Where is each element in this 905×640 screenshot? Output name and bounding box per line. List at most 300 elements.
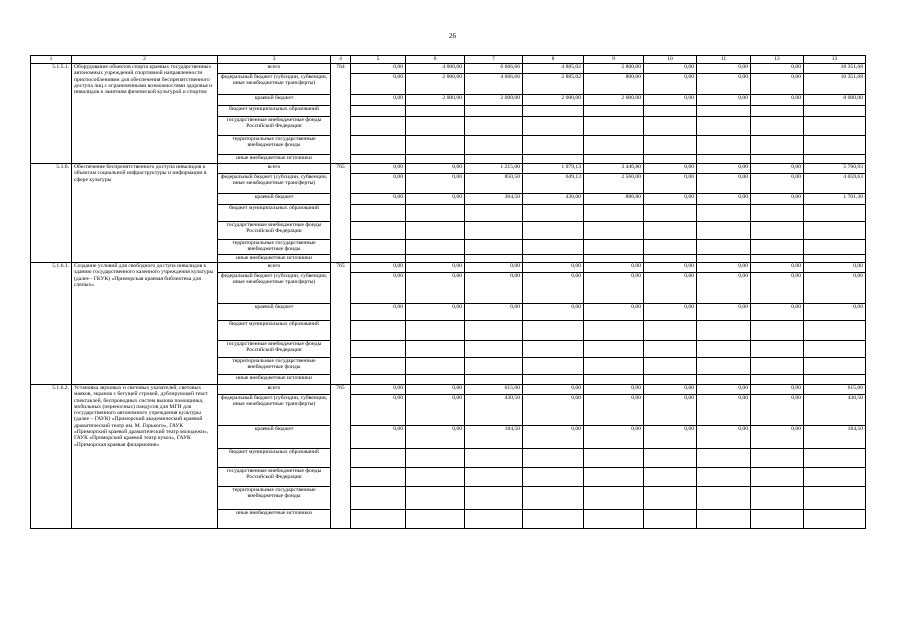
funding-source-label: государственные внебюджетные фонды Российской Федерации — [218, 117, 331, 136]
amount-cell — [644, 375, 697, 385]
item-description: Установка звуковых и световых указателей, световых маяков, экранов с бегущей строкой, дублирующей текст спектаклей, беспроводных систем вызова помощника, мобильных (переносных) пандусов для МГН для государственного автономного учреждения культуры (далее – ГАУК) «Приморский академический краевой драматический театр им. М. Горького», ГАУК «Приморский краевой драматический театр молодежи», ГАУК «Приморский краевой театр кукол», ГАУК «Приморская краевая филармония» — [72, 385, 218, 529]
amount-cell — [697, 468, 751, 487]
amount-cell — [523, 449, 584, 468]
amount-cell: 0,00 — [751, 426, 804, 449]
amount-cell — [644, 358, 697, 375]
amount-cell — [697, 106, 751, 117]
amount-cell: 0,00 — [751, 385, 804, 395]
amount-cell — [351, 117, 406, 136]
amount-cell — [751, 255, 804, 263]
amount-cell: 0,00 — [406, 263, 465, 273]
amount-cell: 2 885,02 — [523, 74, 584, 95]
amount-cell — [465, 375, 523, 385]
amount-cell — [351, 510, 406, 529]
table-row — [31, 164, 866, 174]
amount-cell — [523, 375, 584, 385]
amount-cell — [523, 255, 584, 263]
amount-cell — [804, 341, 866, 358]
amount-cell — [406, 321, 465, 341]
amount-cell — [406, 155, 465, 164]
amount-cell: 4 000,00 — [406, 64, 465, 74]
amount-cell — [751, 510, 804, 529]
amount-cell: 0,00 — [351, 273, 406, 304]
amount-cell: 0,00 — [584, 304, 644, 321]
amount-cell: 2 560,00 — [584, 174, 644, 194]
amount-cell: 0,00 — [751, 273, 804, 304]
amount-cell: 0,00 — [697, 164, 751, 174]
amount-cell: 0,00 — [804, 263, 866, 273]
page-number: 26 — [449, 32, 456, 40]
funding-source-label: территориальные государственные внебюджетные фонды — [218, 487, 331, 510]
amount-cell: 0,00 — [644, 385, 697, 395]
item-description: Создание условий для свободного доступа инвалидов к зданию государственного казенного учреждения культуры (далее - ГКУК) «Приморская краевая библиотека для слепых» — [72, 263, 218, 385]
amount-cell — [644, 321, 697, 341]
amount-cell — [523, 222, 584, 240]
amount-cell: 0,00 — [523, 426, 584, 449]
column-number-cell: 5 — [351, 56, 406, 64]
item-code: 5.1.6.2. — [31, 385, 72, 529]
amount-cell — [351, 375, 406, 385]
amount-cell: 0,00 — [697, 263, 751, 273]
funding-source-label: всего — [218, 385, 331, 395]
amount-cell: 0,00 — [406, 164, 465, 174]
amount-cell — [406, 468, 465, 487]
amount-cell — [644, 155, 697, 164]
amount-cell — [804, 136, 866, 155]
amount-cell: 800,00 — [584, 74, 644, 95]
amount-cell: 2 000,00 — [523, 95, 584, 106]
amount-cell — [351, 155, 406, 164]
amount-cell: 0,00 — [523, 385, 584, 395]
amount-cell: 886,80 — [584, 194, 644, 205]
amount-cell: 0,00 — [523, 304, 584, 321]
amount-cell — [351, 136, 406, 155]
amount-cell — [351, 468, 406, 487]
amount-cell — [465, 222, 523, 240]
column-4-code: 765 — [331, 263, 351, 385]
amount-cell: 0,00 — [751, 263, 804, 273]
amount-cell: 0,00 — [644, 164, 697, 174]
table-row — [31, 385, 866, 395]
funding-source-label: федеральный бюджет (субсидии, субвенции, иные межбюджетные трансферты) — [218, 74, 331, 95]
amount-cell: 0,00 — [351, 174, 406, 194]
amount-cell: 0,00 — [406, 395, 465, 426]
budget-table — [30, 55, 866, 529]
amount-cell: 0,00 — [351, 304, 406, 321]
amount-cell: 0,00 — [697, 385, 751, 395]
amount-cell: 2 000,00 — [406, 74, 465, 95]
amount-cell — [751, 222, 804, 240]
funding-source-label: краевой бюджет — [218, 194, 331, 205]
amount-cell — [523, 106, 584, 117]
amount-cell: 0,00 — [644, 64, 697, 74]
amount-cell: 0,00 — [584, 385, 644, 395]
amount-cell: 0,00 — [523, 395, 584, 426]
amount-cell — [406, 375, 465, 385]
amount-cell — [644, 341, 697, 358]
amount-cell: 2 800,00 — [584, 64, 644, 74]
amount-cell — [751, 155, 804, 164]
amount-cell — [465, 205, 523, 222]
amount-cell — [406, 358, 465, 375]
amount-cell: 0,00 — [406, 304, 465, 321]
amount-cell — [465, 449, 523, 468]
amount-cell: 0,00 — [751, 95, 804, 106]
amount-cell — [751, 106, 804, 117]
amount-cell — [804, 468, 866, 487]
funding-source-label: иные внебюджетные источники — [218, 510, 331, 529]
amount-cell — [584, 358, 644, 375]
amount-cell — [584, 106, 644, 117]
amount-cell: 2 000,00 — [406, 95, 465, 106]
amount-cell: 0,00 — [697, 395, 751, 426]
amount-cell — [804, 222, 866, 240]
amount-cell — [584, 255, 644, 263]
amount-cell: 430,50 — [465, 395, 523, 426]
amount-cell — [584, 117, 644, 136]
amount-cell — [523, 136, 584, 155]
amount-cell: 0,00 — [523, 263, 584, 273]
amount-cell: 0,00 — [697, 174, 751, 194]
amount-cell — [523, 487, 584, 510]
amount-cell: 0,00 — [406, 385, 465, 395]
amount-cell: 4 885,02 — [523, 64, 584, 74]
amount-cell — [697, 510, 751, 529]
funding-source-label: всего — [218, 263, 331, 273]
amount-cell — [751, 468, 804, 487]
table-row — [31, 263, 866, 273]
funding-source-label: бюджет муниципальных образований — [218, 106, 331, 117]
amount-cell — [351, 240, 406, 255]
amount-cell — [523, 321, 584, 341]
amount-cell — [406, 255, 465, 263]
amount-cell — [406, 240, 465, 255]
item-description: Оборудование объектов спорта краевых государственных автономных учреждений спортивной направленности приспособлениями для обеспечения беспрепятственного доступа лиц с ограниченными возможностями здоровья и инвалидов к занятиям физической культурой и спортом — [72, 64, 218, 164]
amount-cell — [697, 155, 751, 164]
funding-source-label: краевой бюджет — [218, 304, 331, 321]
amount-cell: 0,00 — [751, 164, 804, 174]
amount-cell — [751, 321, 804, 341]
amount-cell — [804, 117, 866, 136]
amount-cell — [523, 510, 584, 529]
amount-cell: 0,00 — [523, 273, 584, 304]
item-code: 5.1.6. — [31, 164, 72, 263]
amount-cell — [584, 510, 644, 529]
funding-source-label: территориальные государственные внебюджетные фонды — [218, 136, 331, 155]
amount-cell: 0,00 — [584, 426, 644, 449]
amount-cell — [751, 358, 804, 375]
amount-cell — [465, 321, 523, 341]
amount-cell — [644, 449, 697, 468]
amount-cell — [644, 240, 697, 255]
amount-cell: 5 760,93 — [804, 164, 866, 174]
amount-cell — [584, 136, 644, 155]
amount-cell: 615,00 — [804, 385, 866, 395]
amount-cell: 430,00 — [523, 194, 584, 205]
amount-cell: 3 446,80 — [584, 164, 644, 174]
amount-cell — [697, 487, 751, 510]
amount-cell: 1 215,00 — [465, 164, 523, 174]
amount-cell: 2 000,00 — [584, 95, 644, 106]
funding-source-label: всего — [218, 164, 331, 174]
amount-cell — [406, 222, 465, 240]
amount-cell — [644, 205, 697, 222]
column-number-cell: 10 — [644, 56, 697, 64]
amount-cell — [804, 487, 866, 510]
amount-cell — [406, 117, 465, 136]
amount-cell — [697, 358, 751, 375]
amount-cell — [584, 449, 644, 468]
amount-cell: 0,00 — [644, 273, 697, 304]
amount-cell: 0,00 — [751, 174, 804, 194]
column-number-cell: 8 — [523, 56, 584, 64]
amount-cell — [406, 487, 465, 510]
funding-source-label: государственные внебюджетные фонды Российской Федерации — [218, 341, 331, 358]
amount-cell — [697, 255, 751, 263]
funding-source-label: территориальные государственные внебюджетные фонды — [218, 358, 331, 375]
amount-cell — [523, 468, 584, 487]
amount-cell: 0,00 — [751, 395, 804, 426]
amount-cell: 0,00 — [697, 273, 751, 304]
amount-cell: 0,00 — [351, 95, 406, 106]
column-number-cell: 3 — [218, 56, 331, 64]
amount-cell — [351, 487, 406, 510]
amount-cell: 0,00 — [644, 95, 697, 106]
amount-cell — [465, 106, 523, 117]
amount-cell — [804, 155, 866, 164]
amount-cell — [751, 136, 804, 155]
amount-cell — [523, 205, 584, 222]
amount-cell — [697, 321, 751, 341]
amount-cell — [465, 341, 523, 358]
column-number-row — [31, 56, 866, 64]
amount-cell — [804, 510, 866, 529]
amount-cell — [751, 205, 804, 222]
amount-cell — [644, 136, 697, 155]
amount-cell: 0,00 — [584, 395, 644, 426]
amount-cell: 0,00 — [697, 194, 751, 205]
amount-cell — [697, 117, 751, 136]
funding-source-label: бюджет муниципальных образований — [218, 449, 331, 468]
amount-cell: 0,00 — [697, 426, 751, 449]
column-number-cell: 9 — [584, 56, 644, 64]
amount-cell — [584, 468, 644, 487]
amount-cell: 10 351,68 — [804, 74, 866, 95]
amount-cell: 1 701,30 — [804, 194, 866, 205]
item-code: 5.1.5.1. — [31, 64, 72, 164]
amount-cell — [351, 106, 406, 117]
column-number-cell: 2 — [72, 56, 218, 64]
amount-cell — [644, 106, 697, 117]
amount-cell — [523, 358, 584, 375]
amount-cell: 0,00 — [465, 273, 523, 304]
amount-cell — [351, 341, 406, 358]
amount-cell — [751, 240, 804, 255]
amount-cell: 0,00 — [751, 304, 804, 321]
amount-cell: 0,00 — [751, 194, 804, 205]
amount-cell — [523, 341, 584, 358]
amount-cell: 0,00 — [697, 304, 751, 321]
amount-cell — [351, 205, 406, 222]
amount-cell: 0,00 — [751, 74, 804, 95]
amount-cell — [584, 155, 644, 164]
amount-cell — [351, 321, 406, 341]
amount-cell — [697, 205, 751, 222]
amount-cell: 18 351,68 — [804, 64, 866, 74]
amount-cell — [584, 240, 644, 255]
funding-source-label: иные внебюджетные источники — [218, 255, 331, 263]
amount-cell — [465, 240, 523, 255]
amount-cell: 0,00 — [644, 395, 697, 426]
amount-cell: 0,00 — [406, 426, 465, 449]
amount-cell — [465, 155, 523, 164]
amount-cell: 0,00 — [465, 263, 523, 273]
amount-cell — [697, 375, 751, 385]
amount-cell — [804, 358, 866, 375]
amount-cell — [644, 487, 697, 510]
column-number-cell: 13 — [804, 56, 866, 64]
amount-cell — [751, 375, 804, 385]
amount-cell: 430,50 — [804, 395, 866, 426]
amount-cell — [351, 449, 406, 468]
amount-cell — [751, 117, 804, 136]
amount-cell: 0,00 — [697, 74, 751, 95]
amount-cell — [584, 487, 644, 510]
amount-cell — [351, 255, 406, 263]
amount-cell: 850,50 — [465, 174, 523, 194]
item-code: 5.1.6.1. — [31, 263, 72, 385]
amount-cell — [697, 222, 751, 240]
amount-cell: 0,00 — [351, 263, 406, 273]
amount-cell — [406, 136, 465, 155]
amount-cell: 0,00 — [406, 194, 465, 205]
column-4-code: 765 — [331, 164, 351, 263]
amount-cell: 0,00 — [804, 304, 866, 321]
amount-cell: 0,00 — [406, 273, 465, 304]
amount-cell — [584, 205, 644, 222]
funding-source-label: всего — [218, 64, 331, 74]
amount-cell — [584, 375, 644, 385]
amount-cell: 649,13 — [523, 174, 584, 194]
amount-cell — [465, 136, 523, 155]
amount-cell — [644, 117, 697, 136]
amount-cell — [406, 510, 465, 529]
funding-source-label: бюджет муниципальных образований — [218, 205, 331, 222]
column-number-cell: 1 — [31, 56, 72, 64]
amount-cell: 0,00 — [351, 74, 406, 95]
amount-cell: 8 000,00 — [804, 95, 866, 106]
amount-cell — [584, 321, 644, 341]
amount-cell: 0,00 — [644, 426, 697, 449]
amount-cell — [697, 449, 751, 468]
funding-source-label: краевой бюджет — [218, 426, 331, 449]
amount-cell — [804, 449, 866, 468]
funding-source-label: иные внебюджетные источники — [218, 375, 331, 385]
amount-cell: 4 666,66 — [465, 74, 523, 95]
column-4-code: 765 — [331, 385, 351, 529]
amount-cell — [644, 222, 697, 240]
amount-cell: 0,00 — [697, 95, 751, 106]
column-number-cell: 7 — [465, 56, 523, 64]
amount-cell: 0,00 — [804, 273, 866, 304]
amount-cell: 0,00 — [584, 273, 644, 304]
amount-cell — [465, 487, 523, 510]
column-4-code: 764 — [331, 64, 351, 164]
amount-cell: 0,00 — [751, 64, 804, 74]
amount-cell: 0,00 — [406, 174, 465, 194]
amount-cell: 0,00 — [465, 304, 523, 321]
amount-cell — [804, 375, 866, 385]
amount-cell — [804, 205, 866, 222]
funding-source-label: государственные внебюджетные фонды Российской Федерации — [218, 468, 331, 487]
column-number-cell: 12 — [751, 56, 804, 64]
amount-cell — [697, 136, 751, 155]
column-number-cell: 11 — [697, 56, 751, 64]
amount-cell — [804, 321, 866, 341]
amount-cell — [584, 222, 644, 240]
amount-cell: 0,00 — [644, 263, 697, 273]
amount-cell — [351, 222, 406, 240]
amount-cell: 0,00 — [697, 64, 751, 74]
amount-cell — [465, 117, 523, 136]
amount-cell — [406, 205, 465, 222]
amount-cell: 6 666,66 — [465, 64, 523, 74]
amount-cell — [406, 106, 465, 117]
amount-cell: 364,50 — [465, 194, 523, 205]
funding-source-label: государственные внебюджетные фонды Российской Федерации — [218, 222, 331, 240]
amount-cell — [644, 255, 697, 263]
amount-cell — [465, 255, 523, 263]
amount-cell: 184,50 — [465, 426, 523, 449]
funding-source-label: краевой бюджет — [218, 95, 331, 106]
amount-cell: 0,00 — [644, 174, 697, 194]
amount-cell — [697, 240, 751, 255]
table-row — [31, 64, 866, 74]
amount-cell — [523, 240, 584, 255]
funding-source-label: бюджет муниципальных образований — [218, 321, 331, 341]
amount-cell — [465, 510, 523, 529]
amount-cell: 4 059,63 — [804, 174, 866, 194]
amount-cell — [465, 468, 523, 487]
amount-cell — [751, 341, 804, 358]
funding-source-label: иные внебюджетные источники — [218, 155, 331, 164]
item-description: Обеспечение беспрепятственного доступа инвалидов к объектам социальной инфраструктуры и информации в сфере культуры — [72, 164, 218, 263]
amount-cell: 0,00 — [351, 194, 406, 205]
amount-cell — [751, 487, 804, 510]
funding-source-label: федеральный бюджет (субсидии, субвенции, иные межбюджетные трансферты) — [218, 395, 331, 426]
amount-cell: 2 000,00 — [465, 95, 523, 106]
amount-cell — [523, 117, 584, 136]
column-number-cell: 4 — [331, 56, 351, 64]
amount-cell: 0,00 — [644, 74, 697, 95]
amount-cell: 1 079,13 — [523, 164, 584, 174]
amount-cell — [751, 449, 804, 468]
amount-cell — [804, 106, 866, 117]
amount-cell: 184,50 — [804, 426, 866, 449]
funding-source-label: территориальные государственные внебюджетные фонды — [218, 240, 331, 255]
amount-cell — [465, 358, 523, 375]
amount-cell: 0,00 — [644, 304, 697, 321]
amount-cell — [644, 468, 697, 487]
amount-cell — [351, 358, 406, 375]
amount-cell — [697, 341, 751, 358]
amount-cell: 0,00 — [351, 426, 406, 449]
amount-cell — [644, 510, 697, 529]
amount-cell — [584, 341, 644, 358]
amount-cell — [804, 240, 866, 255]
funding-source-label: федеральный бюджет (субсидии, субвенции, иные межбюджетные трансферты) — [218, 273, 331, 304]
amount-cell — [804, 255, 866, 263]
